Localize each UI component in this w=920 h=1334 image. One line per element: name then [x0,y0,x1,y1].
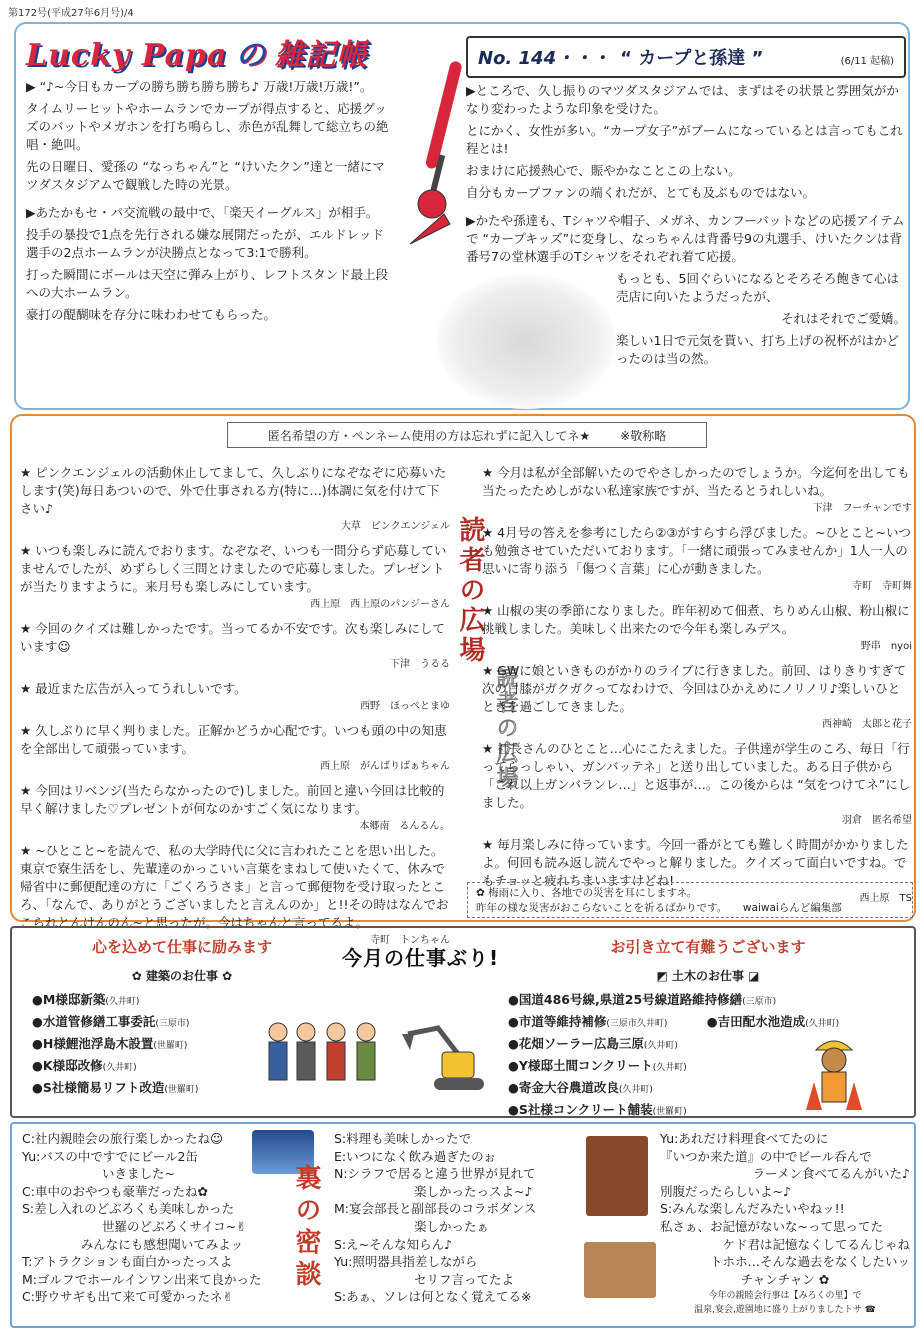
secret-talk-title: 裏の密談 [291,1164,321,1292]
lp-para: もっとも、5回ぐらいになるとそろそろ飽きて心は売店に向いたようだったが、 [616,271,899,304]
talk-line: ケド君は記憶なくしてるんじゃね [722,1236,910,1252]
work-heading-right: お引き立て有難うございます [610,938,806,956]
readers-section [10,414,916,946]
talk-line: T:アトラクションも面白かったっスよ [22,1254,233,1270]
reader-letter [20,464,450,536]
talk-line: セリフ言ってたよ [414,1271,515,1287]
letter-sign: 西野 ほっぺとまゆ [360,701,450,712]
talk-line: Yu:あれだけ料理食べてたのに [660,1131,829,1146]
talk-line: 私さぁ、お記憶がないな~って思ってた [660,1218,883,1234]
lp-para: 自分もカープファンの端くれだが、とても及ぶものではない。 [466,185,816,200]
talk-line: 『いつか来た道』の中でビール呑んで [660,1148,872,1164]
work-item: ●花畑ソーラー広島三原(久井町) [508,1036,678,1051]
letter-text: ★ 4月号の答えを参考にしたら②③がすらすら浮びました。~ひとこと~いつも勉強させていただいております。「一緒に頑張ってみませんか」1人一人の思いに寄り添う「傷つく言葉」に心が動きました。 [482,525,911,576]
work-item: ●寄金大谷農道改良(久井町) [508,1080,653,1095]
readers-notice [227,422,707,448]
party-photo-1 [586,1136,648,1216]
civil-list-a [508,1012,687,1122]
letter-text: ★ 今回のクイズは難しかったです。当ってるか不安です。次も楽しみにしています☺ [20,621,445,654]
talk-line: M:宴会部長と副部長のコラボダンス [334,1201,537,1217]
letter-text: ★ GWに娘といきものがかりのライブに行きました。前回、はりきりすぎて次の日膝がガクガクってなわけで、今回はひかえめにノリノリ♪楽しいひとときを過ごしてきました。 [482,663,906,714]
talk-line: N:シラフで居ると違う世界が見れて [334,1166,536,1182]
readers-right-column [482,464,912,914]
column-header [466,36,906,78]
workers-illustration [264,1018,382,1088]
reader-letter [20,542,450,614]
closing-line: ✿ 梅雨に入り、各地での災害を耳にしますネ。 [476,887,698,899]
lp-para: タイムリーヒットやホームランでカープが得点すると、応援グッズのバットやメガホンを打ち鳴らし、赤色が乱舞して総立ちの絶唱・絶叫。 [26,101,389,152]
reader-letter [482,524,912,596]
reader-letter [20,782,450,836]
column-date: (6/11 起稿) [840,56,894,67]
title-tail: 雑記帳 [274,38,368,73]
talk-line: トホホ…そんな過去をなくしたいッ [709,1254,910,1270]
letter-text: ★ いつも楽しみに読んでおります。なぞなぞ、いつも一問分らず応募していませんでしたが、めずらしく三問とけましたので応募しました。プレゼントが当たりますように。来月号も楽しみにしています。 [20,543,447,594]
closing-sign: waiwaiらんど編集部 [742,902,842,914]
issue-number: 第172号(平成27年6月号)/4 [8,8,134,19]
talk-line: みんなにも感想聞いてみよッ [80,1236,244,1252]
talk-line: Yu:バスの中ですでにビール2缶 [22,1148,198,1164]
letter-sign: 寺町 トンちゃん [370,935,450,946]
letter-text: ★ 社長さんのひとこと…心にこたえました。子供達が学生のころ、毎日「行ってらっしゃい、ガンバッテネ」と送り出していました。ある日子供から「これ以上ガンバランレ…」と返事が…。この後からは “気をつけてネ”にしました。 [482,741,911,810]
talk-footer-note: 温泉,宴会,遊園地に盛り上がりましたトサ ☎ [694,1305,876,1316]
lucky-papa-title [26,30,396,74]
work-item: ●K様邸改修(久井町) [32,1058,137,1073]
talk-column-2 [334,1130,584,1306]
lp-para: とにかく、女性が多い。“カープ女子”がブームになっているとは言ってもこれ程とは! [466,123,903,156]
letter-sign: 西上原 がんばりばぁちゃん [320,761,450,772]
readers-left-column [20,464,450,956]
carp-bat-illustration [404,54,462,254]
notice-note: ※敬称略 [620,428,667,443]
letter-sign: 羽倉 匿名希望 [842,815,912,826]
lp-para: 豪打の醍醐味を存分に味わわせてもらった。 [26,307,277,322]
readers-title-outline: 読者の広場 [493,666,518,791]
reader-letter [482,602,912,656]
notice-text: 匿名希望の方・ペンネーム使用の方は忘れずに記入してネ★ [267,428,591,443]
letter-sign: 野串 nyoi [860,641,912,652]
talk-line: Yu:照明器具指差しながら [334,1254,478,1270]
lucky-papa-left-column [26,30,396,324]
column-title: “ カープと孫達 ” [620,48,764,69]
reader-letter [20,620,450,674]
excavator-illustration [398,1024,488,1094]
reader-letter [20,680,450,716]
letter-sign: 西上原 TS [859,893,912,904]
letter-text: ★ ~ひとこと~を読んで、私の大学時代に父に言われたことを思い出した。東京で寮生活をし、先輩達のかっこいい言葉をまねして使いたくて、休みで帰省中に郵便配達の方に「ごくろうさま」と言って郵便物を受け取ったところ、「なんで、ありがとうございましたと言えんのか」と!!その時はなんでおこられとんけんのん~と思ったが。今はちゃんと言ってるよ。 [20,843,449,930]
work-item: ●H様鯉池浮島木設置(世羅町) [32,1036,188,1051]
letter-text: ★ 今回はリベンジ(当たらなかったので)しました。前回と違い今回は比較的早く解けました♡プレゼントが何なのかすごく気になります。 [20,783,445,816]
lp-para: ▶かたや孫達も、Tシャツや帽子、メガネ、カンフーバットなどの応援アイテムで “カープキッズ”に変身し、なっちゃんは背番号9の丸選手、けいたクンは背番号7の堂林選手のTシャツをそれぞれ着て応援。 [466,213,905,264]
letter-sign: 西神崎 太郎と花子 [822,719,912,730]
work-item: ●市道等維持補修(三原市久井町) [508,1014,668,1029]
work-heading-center: 今月の仕事ぶり! [342,946,500,970]
building-subheading: ✿ 建築のお仕事 ✿ [131,969,233,983]
guard-illustration [802,1032,866,1112]
talk-line: 世羅のどぶろくサイコ~✌ [102,1218,247,1234]
letter-text: ★ ピンクエンジェルの活動休止してまして、久しぶりになぞなぞに応募いたします(笑)毎日あついので、外で仕事される方(特に…)体調に気を付けて下さい♪ [20,465,447,516]
work-item: ●S社様コンクリート舗装(世羅町) [508,1102,687,1117]
talk-line: 楽しかったぁ [414,1218,490,1234]
letter-text: ★ 今月は私が全部解いたのでやさしかったのでしょうか。今迄何を出しても当たったためしがない私達家族ですが、当たるとうれしいね。 [482,465,910,498]
talk-line: S:みんな楽しんだみたいやねッ!! [660,1201,845,1217]
work-item: ●吉田配水池造成(久井町) [706,1014,840,1029]
letter-sign: 西上原 西上原のパンジーさん [310,599,450,610]
talk-line: S:え~そんな知らん♪ [334,1236,453,1252]
talk-line: E:いつになく飲み過ぎたのぉ [334,1148,496,1164]
reader-letter [20,722,450,776]
letter-sign: 本郷南 るんるん。 [359,821,450,832]
lp-para: 先の日曜日、愛孫の “なっちゃん”と “けいたクン”達と一緒にマツダスタジアムで観戦した時の光景。 [26,159,385,192]
talk-line: S:料理も美味しかったで [334,1131,472,1146]
talk-line: チャンチャン ✿ [740,1271,830,1287]
kids-photo [436,274,616,409]
lp-para: 楽しい1日で元気を貰い、打ち上げの祝杯がはかどったのは当の然。 [616,333,899,366]
civil-subheading: ◩ 土木のお仕事 ◪ [656,969,760,983]
talk-line: C:社内親睦会の旅行楽しかったね☺ [22,1131,223,1146]
talk-footer-note: 今年の親睦会行事は【みろくの里】で [708,1291,862,1302]
lp-para: ▶あたかもセ・パ交流戦の最中で、「楽天イーグルス」が相手。 [26,205,379,220]
letter-text: ★ 毎月楽しみに待っています。今回一番がとても難しく時間がかかりましたよ。何回も読み返し読んでやっと解りました。クイズって面白いですね。でもチョッと疲れちまいますけどね! [482,837,909,888]
talk-line: S:あぁ、ソレは何となく覚えてる※ [334,1289,532,1305]
reader-letter [482,464,912,518]
letter-text: ★ 山椒の実の季節になりました。昨年初めて佃煮、ちりめん山椒、粉山椒に挑戦しました。美味しく出来たので今年も楽しみデス。 [482,603,910,636]
letter-sign: 寺町 寺町舞 [852,581,912,592]
talk-line: いきました~ [102,1166,175,1182]
readers-title: 読者の広場 [455,516,485,666]
talk-line: 楽しかったっスよ~♪ [414,1183,533,1199]
secret-talk-section [10,1122,916,1328]
work-heading-left: 心を込めて仕事に励みます [91,938,272,956]
letter-sign: 下津 フーチャンです [812,503,912,514]
lp-para: ▶ところで、久し振りのマツダスタジアムでは、まずはその状景と雰囲気がかなり変わったような印象を受けた。 [466,83,899,116]
talk-line: M:ゴルフでホールインワン出来て良かった [22,1271,262,1287]
closing-line: 昨年の様な災害がおこらないことを祈るばかりです。 waiwaiらんど編集部 [476,902,842,914]
lp-para: 投手の暴投で1点を先行される嫌な展開だったが、エルドレッド選手の2点ホームランが決勝点となって3:1で勝利。 [26,227,384,260]
letter-sign: 下津 うるる [390,659,450,670]
title-of: の [235,38,267,73]
talk-line: C:野ウサギも出て来て可愛かったネ✌ [22,1289,233,1305]
work-item: ●M様邸新築(久井町) [32,992,140,1007]
work-section [10,926,916,1118]
letter-text: ★ 久しぶりに早く判りました。正解かどうか心配です。いつも頭の中の知恵を全部出して頑張っています。 [20,723,447,756]
editor-closing-note [467,882,913,918]
letter-sign: 大草 ピンクエンジェル [340,521,450,532]
work-item: ●S社様簡易リフト改造(世羅町) [32,1080,199,1095]
title-main: Lucky Papa [26,38,228,73]
work-item: ●水道管修繕工事委託(三原市) [32,1014,190,1029]
lp-para: おまけに応援熱心で、賑やかなことこの上ない。 [466,163,741,178]
talk-line: S:差し入れのどぶろくも美味しかった [22,1201,235,1217]
work-item: ●国道486号線,県道25号線道路維持修繕(三原市) [508,992,777,1007]
party-photo-2 [584,1242,656,1298]
reader-letter [482,740,912,830]
talk-line: 別腹だったらしいよ~♪ [660,1183,791,1199]
talk-column-3 [660,1130,910,1316]
reader-letter [482,662,912,734]
talk-line: C:車中のおやつも豪華だったね✿ [22,1183,208,1199]
lp-para: 打った瞬間にボールは天空に弾み上がり、レフトスタンド最上段への大ホームラン。 [26,267,389,300]
lp-para: ▶ “♪~今日もカープの勝ち勝ち勝ち勝ち♪ 万歳!万歳!万歳!”。 [26,79,373,94]
letter-text: ★ 最近また広告が入ってうれしいです。 [20,681,247,696]
lucky-papa-section [14,22,910,410]
talk-line: ラーメン食べてるんがいた♪ [752,1166,910,1182]
lp-para: それはそれでご愛嬌。 [780,311,906,326]
column-number: No. 144・・・ [478,48,611,69]
work-item: ●Y様邸土間コンクリート(久井町) [508,1058,687,1073]
